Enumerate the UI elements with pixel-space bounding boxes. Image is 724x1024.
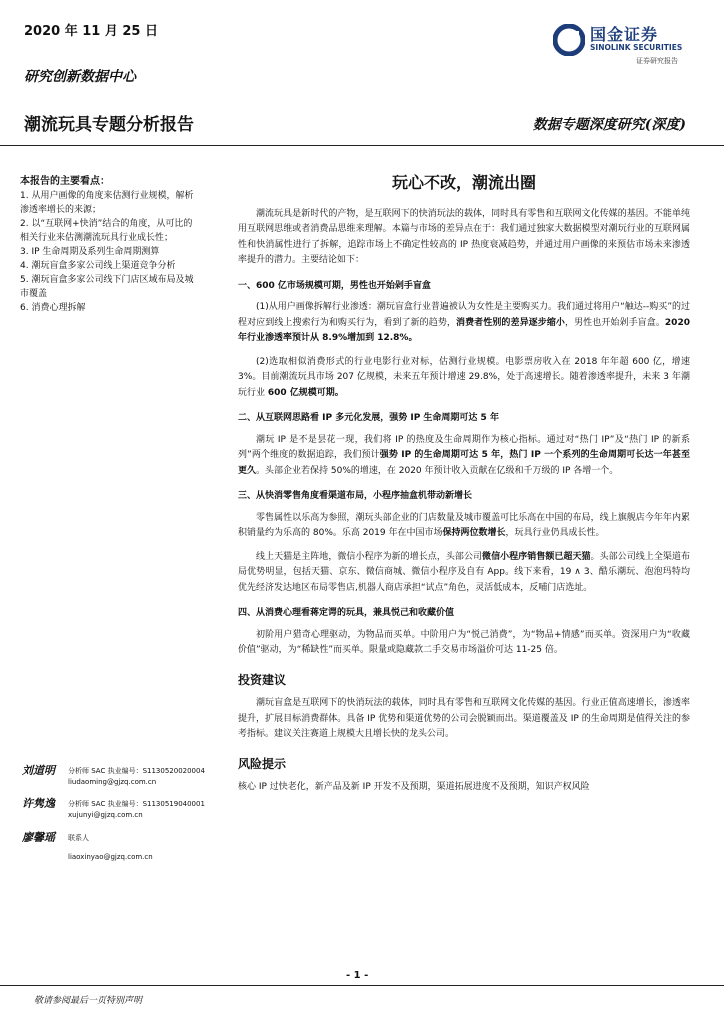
text-run: 。头部公司线上全渠道布局优势明显，包括天猫、京东、微信商城、微信小程序及自有 App。线下来看，19 ∧ 3、酷乐潮玩、泡泡玛特均优先经济发达地区布局零售店,机器人商店承担“试点”角色，灵活低成本，反哺门店选址。 bbox=[238, 551, 690, 593]
list-item: 6. 消费心理拆解 bbox=[20, 303, 86, 313]
main-content bbox=[238, 170, 690, 796]
text-run: 潮玩 IP 是不是昙花一现，我们将 IP 的热度及生命周期作为核心指标。通过对“热门 IP”及“热门 IP 的新系列”两个维度的数据追踪，我们预计 bbox=[238, 434, 690, 460]
text-run: 零售属性以乐高为参照，潮玩头部企业的门店数量及城市覆盖可比乐高在中国的布局，线上旗舰店今年年内累积销量约为乐高的 80%。乐高 2019 年在中国市场 bbox=[238, 512, 690, 538]
author-name: 许隽逸 bbox=[22, 797, 55, 810]
risk-heading: 风险提示 bbox=[238, 756, 287, 771]
list-item: 5. 潮玩盲盒多家公司线下门店区域布局及城市覆盖 bbox=[20, 275, 194, 299]
text-run: (1)从用户画像拆解行业渗透：潮玩盲盒行业普遍被认为女性是主要购买力。我们通过将用户“触达--购买”的过程对应到线上搜索行为和购买行为，看到了新的趋势， bbox=[238, 302, 690, 328]
logo-en-text: SINOLINK SECURITIES bbox=[590, 43, 683, 52]
author-role: 分析师 SAC 执业编号：S1130520020004 bbox=[68, 767, 205, 775]
author-role: 联系人 bbox=[68, 834, 89, 842]
sidebar-highlights bbox=[20, 175, 200, 315]
text-run: 线上天猫是主阵地，微信小程序为新的增长点，头部公司 bbox=[256, 551, 483, 562]
section-1-paragraph-2 bbox=[238, 355, 690, 402]
author-name: 刘道明 bbox=[22, 764, 55, 777]
investment-paragraph: 潮玩盲盒是互联网下的快消玩法的载体，同时具有零售和互联网文化传媒的基因。行业正值高速增长，渗透率提升，扩展目标消费群体。具备 IP 优势和渠道优势的公司会脱颖而出。渠道覆盖及 IP 的生命周期是值得关注的参考指标。建议关注赛道上规模大且增长快的龙头公司。 bbox=[238, 698, 690, 739]
section-1-heading: 一、600 亿市场规模可期，男性也开始剁手盲盒 bbox=[238, 280, 431, 291]
text-run: (2)选取相似消费形式的行业电影行业对标，估测行业规模。电影票房收入在 2018 年年超 600 亿，增速 3%。目前潮流玩具市场 207 亿规模，未来五年预计增速 29.8%，处于高速增长。随着渗透率提升，未来 3 年潮玩行业 bbox=[238, 356, 690, 398]
text-run: ，男性也开始剁手盲盒。 bbox=[565, 317, 665, 328]
text-run-bold: 2020 年行业渗透率预计从 8.9%增加到 12.8%。 bbox=[238, 317, 690, 343]
text-run: ，玩具行业仍具成长性。 bbox=[505, 528, 605, 538]
section-3-paragraph-1 bbox=[238, 511, 690, 542]
text-run-bold: 600 亿规模可期。 bbox=[267, 387, 344, 398]
logo-subtitle: 证券研究报告 bbox=[636, 57, 678, 65]
investment-heading: 投资建议 bbox=[238, 672, 287, 687]
section-3-heading: 三、从快消零售角度看渠道布局，小程序抽盒机带动新增长 bbox=[238, 491, 473, 501]
footer-divider bbox=[0, 985, 724, 986]
list-item: 4. 潮玩盲盒多家公司线上渠道竞争分析 bbox=[20, 261, 176, 271]
text-run: 。头部企业若保持 50%的增速，在 2020 年预计收入贡献在亿级和千万级的 IP 各增一个。 bbox=[256, 465, 619, 476]
logo-cn-text: 国金证券 bbox=[590, 25, 659, 44]
text-run-bold: 保持两位数增长 bbox=[442, 528, 506, 538]
section-2-heading: 二、从互联网思路看 IP 多元化发展，强势 IP 生命周期可达 5 年 bbox=[238, 413, 499, 423]
author-email[interactable]: liaoxinyao@gjzq.com.cn bbox=[68, 853, 153, 861]
section-4-paragraph: 初阶用户猎奇心理驱动，为物品而买单。中阶用户为“悦己消费”，为“物品+情感”而买单。资深用户为“收藏价值”驱动，为“稀缺性”而买单。限量或隐藏款二手交易市场溢价可达 11-25 倍。 bbox=[238, 629, 690, 655]
main-title: 玩心不改，潮流出圈 bbox=[391, 173, 536, 192]
header-divider bbox=[0, 145, 724, 146]
research-center: 研究创新数据中心 bbox=[24, 69, 136, 85]
author-email[interactable]: liudaoming@gjzq.com.cn bbox=[68, 778, 157, 786]
risk-paragraph: 核心 IP 过快老化，新产品及新 IP 开发不及预期，渠道拓展进度不及预期，知识产权风险 bbox=[238, 782, 590, 792]
text-run-bold: 消费者性别的差异逐步缩小 bbox=[456, 317, 565, 328]
text-run-bold: 微信小程序销售额已超天猫 bbox=[482, 551, 591, 562]
author-email[interactable]: xujunyi@gjzq.com.cn bbox=[68, 811, 143, 819]
section-2-paragraph bbox=[238, 433, 690, 480]
author-role: 分析师 SAC 执业编号：S1130519040001 bbox=[68, 800, 205, 808]
section-1-paragraph-1 bbox=[238, 300, 690, 347]
list-item: 3. IP 生命周期及系列生命周期测算 bbox=[20, 247, 160, 257]
section-4-heading: 四、从消费心理看蒋定谔的玩具，兼具悦己和收藏价值 bbox=[238, 608, 455, 618]
report-title: 潮流玩具专题分析报告 bbox=[24, 115, 194, 135]
report-type: 数据专题深度研究(深度) bbox=[532, 117, 686, 133]
list-item: 1. 从用户画像的角度来估测行业规模，解析渗透率增长的来源； bbox=[20, 191, 194, 215]
intro-paragraph: 潮流玩具是新时代的产物，是互联网下的快消玩法的载体，同时具有零售和互联网文化传媒的基因。不能单纯用互联网思维或者消费品思维来理解。本篇与市场的差异点在于：我们通过独家大数据模型对潮玩行业的互联网属性和快消属性进行了拆解，追踪市场上不确定性较高的 IP 热度衰减趋势，并通过用户画像的来预估市场未来渗透率提升的潜力。主要结论如下： bbox=[238, 208, 690, 265]
sidebar-heading: 本报告的主要看点： bbox=[20, 176, 110, 187]
list-item: 2. 以“互联网+快消”结合的角度，从可比的相关行业来估测潮流玩具行业成长性； bbox=[20, 219, 193, 243]
text-run-bold: 强势 IP 的生命周期可达 5 年，热门 IP 一个系列的生命周期可长达一年甚至更久 bbox=[238, 450, 690, 476]
section-3-paragraph-2 bbox=[238, 550, 690, 597]
disclaimer-text: 敬请参阅最后一页特别声明 bbox=[34, 996, 143, 1006]
page-number: - 1 - bbox=[346, 970, 369, 981]
sinolink-logo-icon bbox=[553, 24, 585, 56]
report-date: 2020 年 11 月 25 日 bbox=[24, 24, 158, 39]
author-name: 廖馨瑶 bbox=[22, 831, 55, 844]
